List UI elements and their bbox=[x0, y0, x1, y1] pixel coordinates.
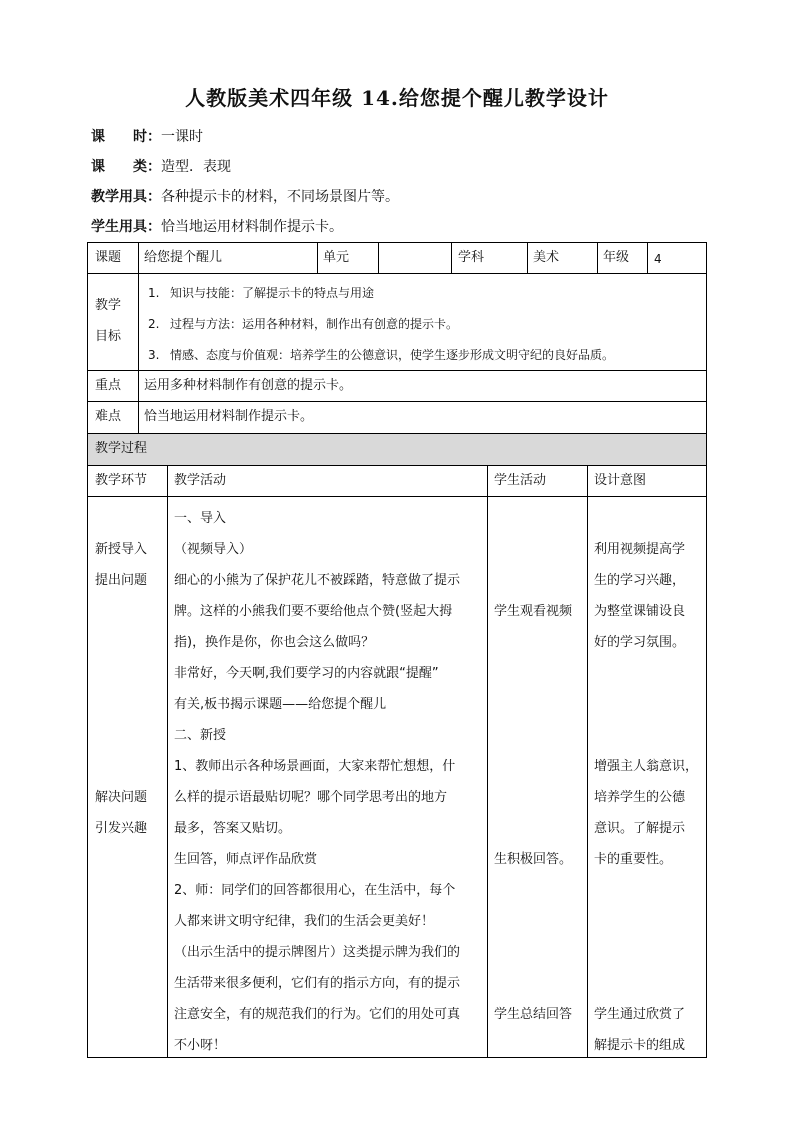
student-tools-label: 学生用具： bbox=[91, 219, 161, 235]
teacher-tools-value: 各种提示卡的材料，不同场景图片等。 bbox=[161, 189, 399, 205]
intent-line: 解提示卡的组成 bbox=[594, 1038, 686, 1053]
activity-line: 非常好，今天啊,我们要学习的内容就跟“提醒” bbox=[174, 666, 439, 681]
activity-line: 有关,板书揭示课题——给您提个醒儿 bbox=[174, 697, 387, 712]
activity-line: 最多，答案又贴切。 bbox=[174, 821, 292, 836]
lesson-time-label2: 时： bbox=[133, 129, 161, 145]
objective-text: 情感、态度与价值观：培养学生的公德意识，使学生逐步形成文明守纪的良好品质。 bbox=[170, 348, 615, 362]
lesson-type-value: 造型．表现 bbox=[161, 159, 231, 175]
intent-line: 学生通过欣赏了 bbox=[594, 1007, 686, 1022]
teacher-tools-line bbox=[91, 186, 399, 206]
topic-label: 课题 bbox=[95, 250, 122, 265]
col-activity: 教学活动 bbox=[174, 473, 227, 488]
col-student: 学生活动 bbox=[494, 473, 547, 488]
intent-line: 为整堂课铺设良 bbox=[594, 604, 686, 619]
activity-line: 牌。这样的小熊我们要不要给他点个赞(竖起大拇 bbox=[174, 604, 453, 619]
activity-line: 2、师：同学们的回答都很用心，在生活中，每个 bbox=[174, 883, 456, 898]
difficulty-label: 难点 bbox=[95, 409, 122, 424]
objective-text: 知识与技能：了解提示卡的特点与用途 bbox=[170, 286, 375, 300]
lesson-time-line bbox=[91, 126, 203, 146]
activity-line: 注意安全，有的规范我们的行为。它们的用处可真 bbox=[174, 1007, 461, 1022]
student-activity: 学生总结回答 bbox=[494, 1007, 573, 1022]
lesson-time-value: 一课时 bbox=[161, 129, 203, 145]
objective-item bbox=[148, 284, 374, 301]
stage-1-line2: 提出问题 bbox=[95, 573, 148, 588]
intent-line: 卡的重要性。 bbox=[594, 852, 673, 867]
key-point-label: 重点 bbox=[95, 378, 122, 393]
stage-2-line1: 解决问题 bbox=[95, 790, 148, 805]
activity-line: 一、导入 bbox=[174, 511, 227, 526]
activity-line: 么样的提示语最贴切呢？哪个同学思考出的地方 bbox=[174, 790, 448, 805]
activity-line: （出示生活中的提示牌图片）这类提示牌为我们的 bbox=[174, 945, 461, 960]
process-header-bg bbox=[88, 433, 706, 465]
topic-value: 给您提个醒儿 bbox=[144, 250, 223, 265]
page-title: 人教版美术四年级 14.给您提个醒儿教学设计 bbox=[185, 86, 609, 110]
objective-num: 1. bbox=[148, 286, 160, 300]
activity-line: 细心的小熊为了保护花儿不被踩踏，特意做了提示 bbox=[174, 573, 461, 588]
activity-line: 二、新授 bbox=[174, 728, 227, 743]
student-activity: 学生观看视频 bbox=[494, 604, 573, 619]
lesson-type-line bbox=[91, 156, 231, 176]
activity-line: 生活带来很多便利，它们有的指示方向，有的提示 bbox=[174, 976, 461, 991]
student-tools-line bbox=[91, 216, 343, 236]
student-tools-value: 恰当地运用材料制作提示卡。 bbox=[161, 219, 343, 235]
activity-line: 人都来讲文明守纪律，我们的生活会更美好！ bbox=[174, 914, 435, 929]
activity-line: 不小呀！ bbox=[174, 1038, 227, 1053]
objective-item bbox=[148, 346, 614, 363]
lesson-table bbox=[87, 242, 707, 1058]
difficulty-value: 恰当地运用材料制作提示卡。 bbox=[144, 409, 314, 424]
objective-item bbox=[148, 315, 458, 332]
lesson-type-label: 课 bbox=[91, 159, 105, 175]
objective-num: 2. bbox=[148, 317, 160, 331]
objectives-label-2: 目标 bbox=[95, 329, 122, 344]
intent-line: 培养学生的公德 bbox=[594, 790, 686, 805]
stage-1-line1: 新授导入 bbox=[95, 542, 148, 557]
intent-line: 生的学习兴趣， bbox=[594, 573, 686, 588]
grade-label: 年级 bbox=[603, 250, 630, 265]
objective-text: 过程与方法：运用各种材料，制作出有创意的提示卡。 bbox=[170, 317, 459, 331]
subject-label: 学科 bbox=[458, 250, 485, 265]
objectives-label-1: 教学 bbox=[95, 298, 122, 313]
lesson-type-label2: 类： bbox=[133, 159, 161, 175]
unit-label: 单元 bbox=[323, 250, 350, 265]
col-intent: 设计意图 bbox=[594, 473, 647, 488]
process-header: 教学过程 bbox=[95, 441, 148, 456]
intent-line: 好的学习氛围。 bbox=[594, 635, 686, 650]
stage-2-line2: 引发兴趣 bbox=[95, 821, 148, 836]
intent-line: 利用视频提高学 bbox=[594, 542, 686, 557]
activity-line: （视频导入） bbox=[174, 542, 253, 557]
activity-line: 指)，换作是你，你也会这么做吗？ bbox=[174, 635, 375, 650]
activity-line: 生回答，师点评作品欣赏 bbox=[174, 852, 318, 867]
grade-value: 4 bbox=[654, 252, 662, 266]
intent-line: 意识。了解提示 bbox=[594, 821, 686, 836]
lesson-time-label: 课 bbox=[91, 129, 105, 145]
objective-num: 3. bbox=[148, 348, 160, 362]
col-stage: 教学环节 bbox=[95, 473, 148, 488]
intent-line: 增强主人翁意识， bbox=[594, 759, 699, 774]
activity-line: 1、教师出示各种场景画面，大家来帮忙想想，什 bbox=[174, 759, 456, 774]
student-activity: 生积极回答。 bbox=[494, 852, 573, 867]
teacher-tools-label: 教学用具： bbox=[91, 189, 161, 205]
key-point-value: 运用多种材料制作有创意的提示卡。 bbox=[144, 378, 353, 393]
subject-value: 美术 bbox=[533, 250, 560, 265]
